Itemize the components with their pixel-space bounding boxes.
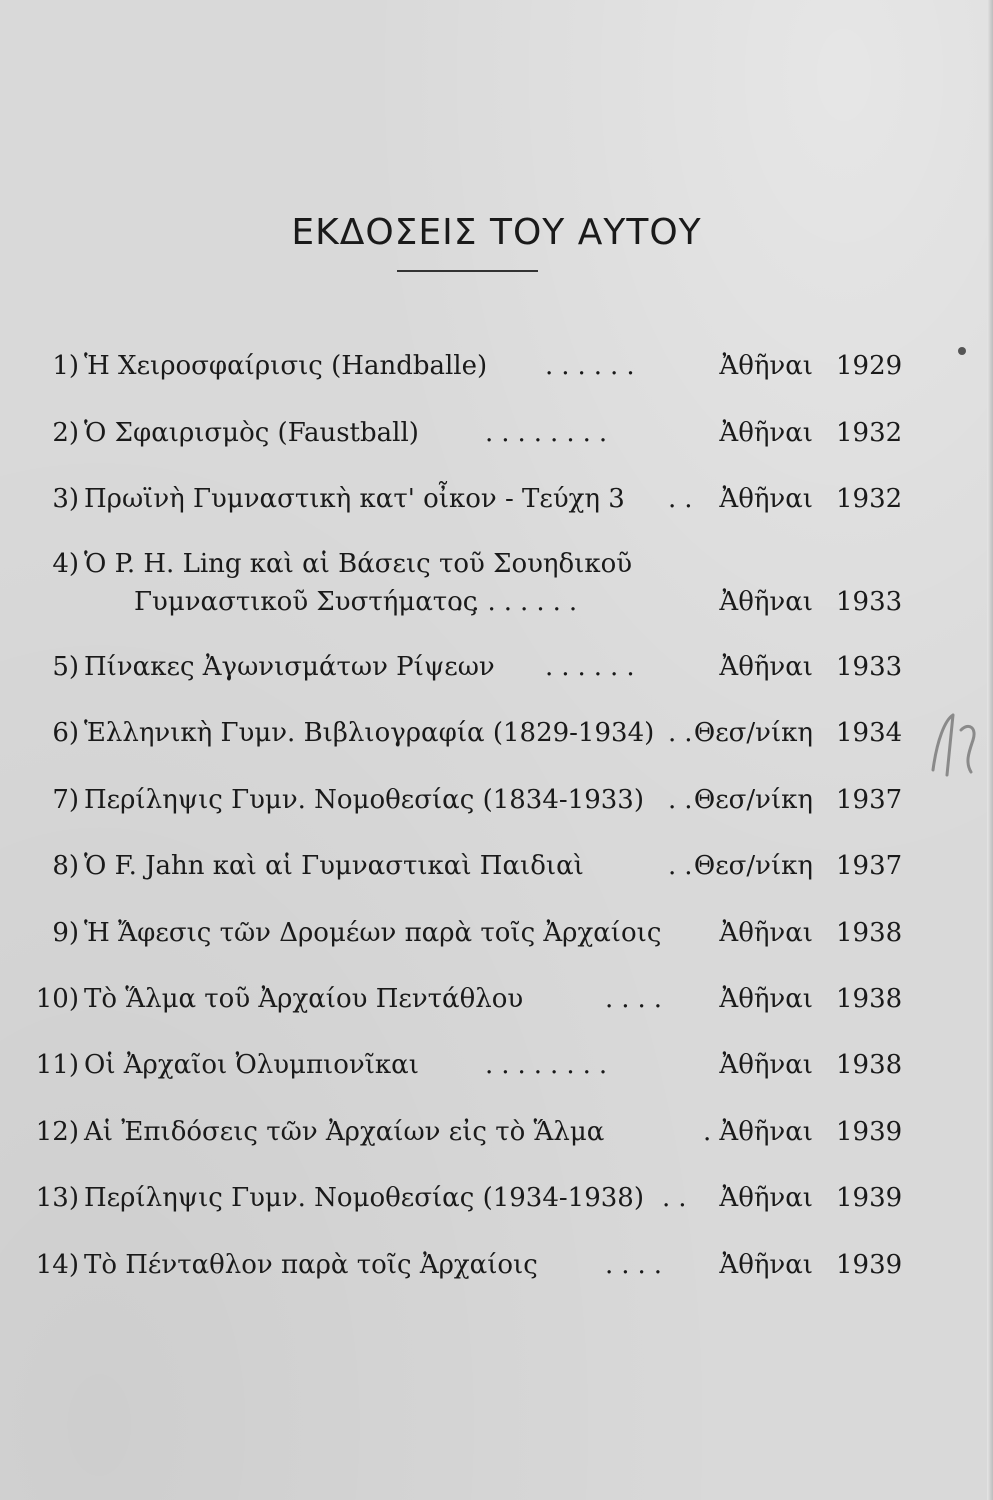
entry-number: 12): [35, 1117, 79, 1147]
entry-year: 1933: [836, 587, 903, 617]
entry-title: Αἱ Ἐπιδόσεις τῶν Ἀρχαίων εἰς τὸ Ἅλμα: [84, 1117, 605, 1147]
entry-place: Ἀθῆναι: [719, 351, 813, 381]
entry-year: 1939: [836, 1250, 903, 1280]
entry-year: 1939: [836, 1117, 903, 1147]
entry-number: 4): [52, 549, 79, 579]
leader-dots: ....: [605, 984, 671, 1014]
entry-title: Περίληψις Γυμν. Νομοθεσίας (1934-1938): [84, 1183, 644, 1213]
entry-year: 1934: [836, 718, 903, 748]
entry-number: 6): [52, 718, 79, 748]
entry-title: Τὸ Πένταθλον παρὰ τοῖς Ἀρχαίοις: [84, 1250, 538, 1280]
entry-place: Θεσ/νίκη: [693, 718, 813, 748]
entry-year: 1932: [836, 484, 903, 514]
leader-dots: ........: [485, 1050, 616, 1080]
entry-place: Θεσ/νίκη: [693, 851, 813, 881]
entry-title-line2: Γυμναστικοῦ Συστήματος: [134, 587, 478, 617]
handwritten-mark: [925, 700, 985, 790]
entry-title: Πίνακες Ἀγωνισμάτων Ρίψεων: [84, 652, 495, 682]
leader-dots: ......: [545, 351, 643, 381]
entry-title: Οἱ Ἀρχαῖοι Ὀλυμπιονῖκαι: [84, 1050, 419, 1080]
entry-number: 1): [52, 351, 79, 381]
entry-place: Ἀθῆναι: [719, 484, 813, 514]
margin-dot: [958, 347, 966, 355]
entry-year: 1938: [836, 918, 903, 948]
entry-title: Ὁ P. H. Ling καὶ αἱ Βάσεις τοῦ Σουηδικοῦ: [84, 549, 633, 579]
leader-dots: ..: [668, 718, 701, 748]
entry-year: 1932: [836, 418, 903, 448]
entry-number: 3): [52, 484, 79, 514]
entry-place: Θεσ/νίκη: [693, 785, 813, 815]
leader-dots: ..: [668, 785, 701, 815]
entry-place: Ἀθῆναι: [719, 1050, 813, 1080]
entry-place: Ἀθῆναι: [719, 652, 813, 682]
entry-place: Ἀθῆναι: [719, 984, 813, 1014]
leader-dots: ..: [668, 851, 701, 881]
entry-number: 2): [52, 418, 79, 448]
entry-year: 1937: [836, 851, 903, 881]
entry-year: 1933: [836, 652, 903, 682]
entry-place: Ἀθῆναι: [719, 418, 813, 448]
entry-year: 1938: [836, 1050, 903, 1080]
entry-number: 10): [35, 984, 79, 1014]
entry-title: Πρωϊνὴ Γυμναστικὴ κατ' οἶκον - Τεύχη 3: [84, 484, 625, 514]
entry-number: 7): [52, 785, 79, 815]
entry-title: Ἑλληνικὴ Γυμν. Βιβλιογραφία (1829-1934): [84, 718, 655, 748]
entry-year: 1939: [836, 1183, 903, 1213]
entry-number: 8): [52, 851, 79, 881]
entry-title: Τὸ Ἅλμα τοῦ Ἀρχαίου Πεντάθλου: [84, 984, 524, 1014]
leader-dots: ..: [662, 1183, 695, 1213]
entry-place: Ἀθῆναι: [719, 1183, 813, 1213]
leader-dots: .: [703, 1117, 720, 1147]
page-title: ΕΚΔΟΣΕΙΣ ΤΟΥ ΑΥΤΟΥ: [291, 212, 702, 253]
entry-title: Ἡ Χειροσφαίρισις (Handballe): [84, 351, 488, 381]
entry-year: 1937: [836, 785, 903, 815]
entry-number: 11): [35, 1050, 79, 1080]
leader-dots: ....: [605, 1250, 671, 1280]
leader-dots: ..: [668, 484, 701, 514]
entry-place: Ἀθῆναι: [719, 918, 813, 948]
entry-year: 1929: [836, 351, 903, 381]
entry-title: Ὁ Σφαιρισμὸς (Faustball): [84, 418, 419, 448]
entry-year: 1938: [836, 984, 903, 1014]
entry-title: Περίληψις Γυμν. Νομοθεσίας (1834-1933): [84, 785, 644, 815]
entry-place: Ἀθῆναι: [719, 587, 813, 617]
entry-place: Ἀθῆναι: [719, 1117, 813, 1147]
entry-title: Ἡ Ἄφεσις τῶν Δρομέων παρὰ τοῖς Ἀρχαίοις: [84, 918, 662, 948]
title-underline: [397, 270, 538, 272]
entry-title: Ὁ F. Jahn καὶ αἱ Γυμναστικαὶ Παιδιαὶ: [84, 851, 584, 881]
entry-number: 14): [35, 1250, 79, 1280]
leader-dots: ........: [455, 587, 586, 617]
entry-place: Ἀθῆναι: [719, 1250, 813, 1280]
entry-number: 5): [52, 652, 79, 682]
leader-dots: ......: [545, 652, 643, 682]
entry-number: 13): [35, 1183, 79, 1213]
entry-number: 9): [52, 918, 79, 948]
leader-dots: ........: [485, 418, 616, 448]
